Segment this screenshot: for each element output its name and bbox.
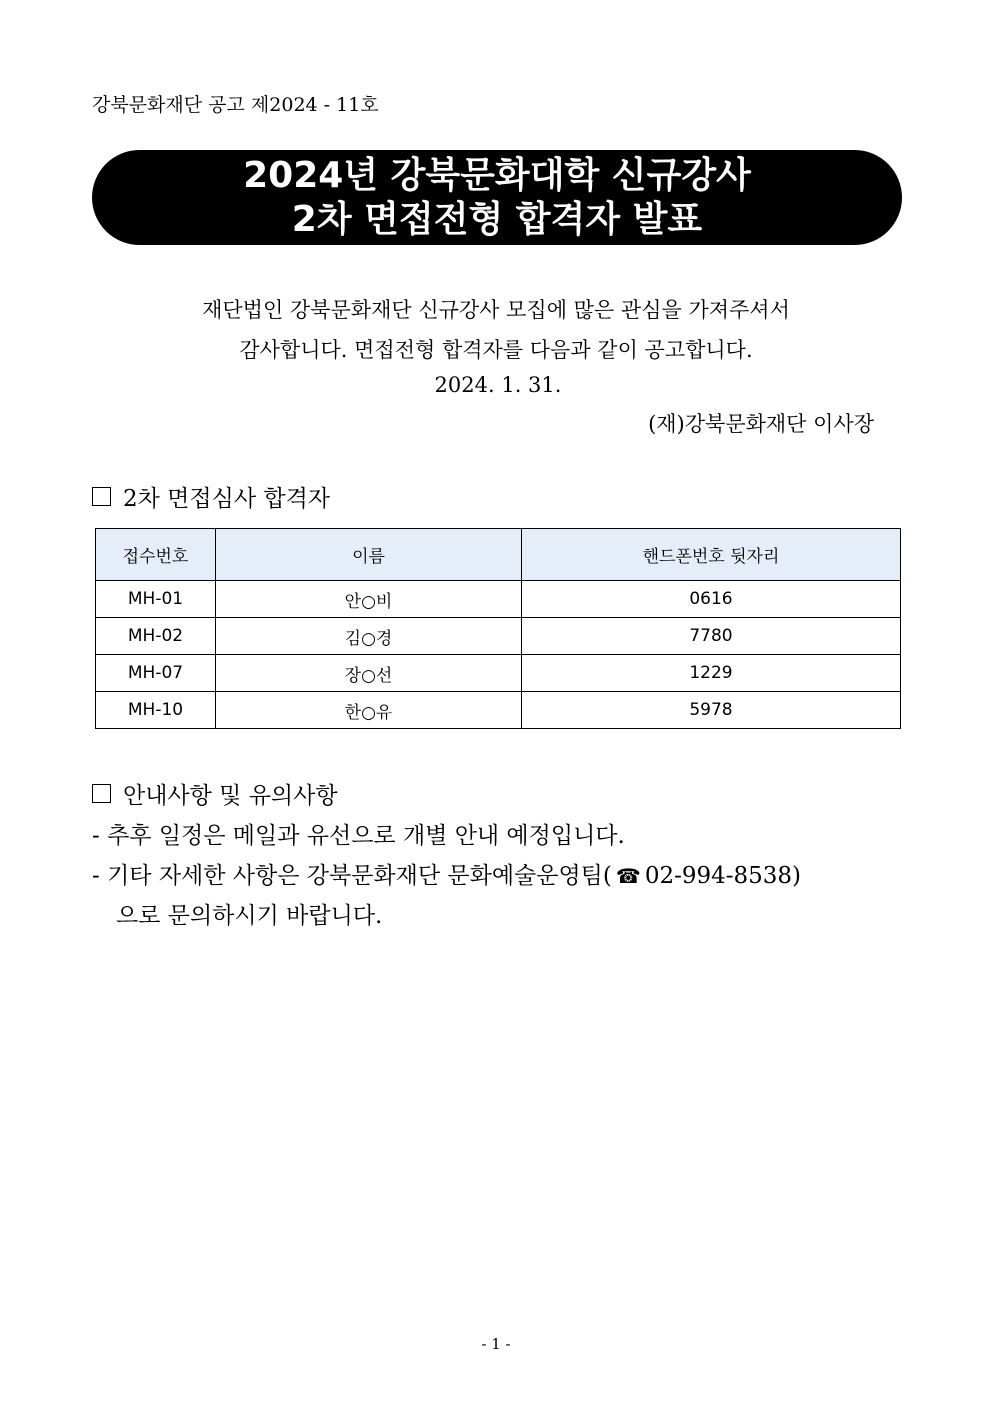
signer: (재)강북문화재단 이사장 [648,412,874,436]
cell-name: 장○선 [216,655,522,692]
notes-heading-text: 안내사항 및 유의사항 [123,783,338,809]
results-heading-text: 2차 면접심사 합격자 [123,486,330,512]
column-header-name: 이름 [216,529,522,581]
results-table [95,528,901,729]
title-line-1: 2024년 강북문화대학 신규강사 [243,154,751,196]
announcement-date: 2024. 1. 31. [434,373,562,397]
note-schedule: - 추후 일정은 메일과 유선으로 개별 안내 예정입니다. [92,823,625,849]
column-header-receipt-no: 접수번호 [96,529,216,581]
note-contact-continued: 으로 문의하시기 바랍니다. [116,903,383,929]
cell-phone-suffix: 1229 [522,655,901,692]
intro-line-2: 감사합니다. 면접전형 합격자를 다음과 같이 공고합니다. [239,338,753,362]
results-section-heading [92,480,330,513]
cell-receipt-no: MH-01 [96,581,216,618]
table-row [96,692,901,729]
note-contact [92,857,801,890]
page-number: - 1 - [481,1335,511,1353]
phone-icon: ☎ [615,864,641,888]
cell-name: 김○경 [216,618,522,655]
checkbox-icon [92,487,111,506]
cell-receipt-no: MH-02 [96,618,216,655]
cell-name: 한○유 [216,692,522,729]
cell-phone-suffix: 7780 [522,618,901,655]
title-line-2: 2차 면접전형 합격자 발표 [291,198,703,240]
cell-phone-suffix: 5978 [522,692,901,729]
checkbox-icon [92,784,111,803]
table-row [96,655,901,692]
table-header-row [96,529,901,581]
table-row [96,581,901,618]
contact-phone-number: 02-994-8538) [644,863,802,889]
cell-receipt-no: MH-10 [96,692,216,729]
note-contact-text: - 기타 자세한 사항은 강북문화재단 문화예술운영팀( [92,863,612,889]
notice-number: 강북문화재단 공고 제2024 - 11호 [92,94,379,116]
column-header-phone-suffix: 핸드폰번호 뒷자리 [522,529,901,581]
cell-phone-suffix: 0616 [522,581,901,618]
notes-section-heading [92,777,338,810]
cell-name: 안○비 [216,581,522,618]
title-banner [92,150,902,245]
table-row [96,618,901,655]
cell-receipt-no: MH-07 [96,655,216,692]
intro-line-1: 재단법인 강북문화재단 신규강사 모집에 많은 관심을 가져주셔서 [202,298,790,322]
